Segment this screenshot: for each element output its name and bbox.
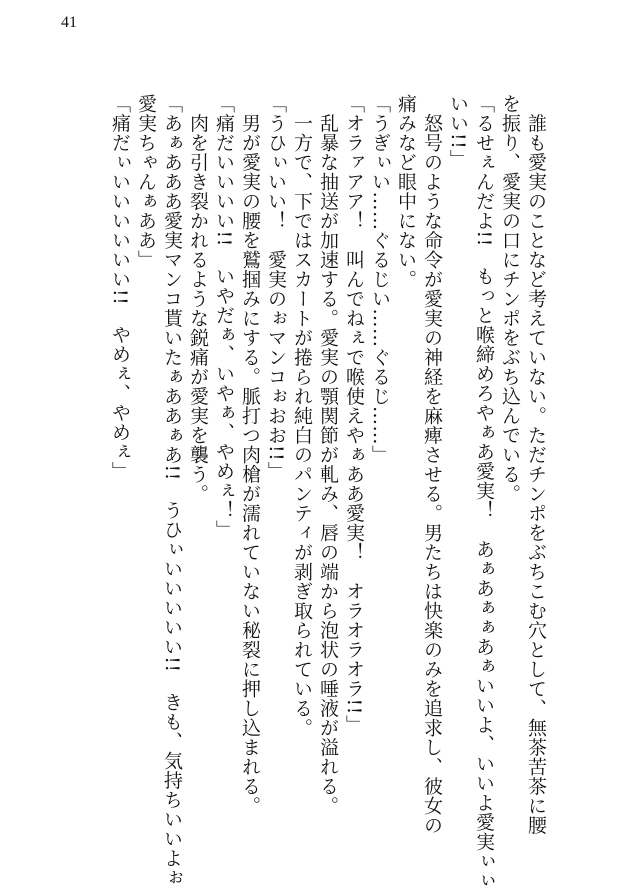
text-line: 一方で、下ではスカートが捲られ純白のパンティが剥ぎ取られている。 [291,94,313,738]
text-line: 「痛だぃいいいいいい!! やめぇ、やめぇ」 [109,94,131,481]
text-line: を振り、愛実の口にチンポをぶち込んでいる。 [499,94,521,504]
text-line: 「オラァアア！ 叫んでねぇで喉使えやぁああ愛実！ オラオラオラ!!」 [343,94,365,735]
text-line: 「痛だいいいい!! いやだぁ、いやぁ、やめぇ！」 [213,94,235,540]
page-number: 41 [61,14,77,31]
text-line: 男が愛実の腰を鷲掴みにする。脈打つ肉槍が濡れていない秘裂に押し込まれる。 [239,94,261,816]
text-line: 怒号のような命令が愛実の神経を麻痺させる。男たちは快楽のみを追求し、彼女の [421,94,443,835]
text-line: 誰も愛実のことなど考えていない。ただチンポをぶちこむ穴として、無茶苦茶に腰 [525,94,547,835]
text-line: 「あぁあああ愛実マンコ貰いたぁああぁあ!! うひぃいいいいい!! きも、気持ちいいよぉ [161,94,183,888]
text-line: 「るせぇんだよ!! もっと喉締めろやぁあ愛実！ あぁあぁぁあぁいいよ、いいよ愛実ぃぃ [473,94,495,890]
text-line: 肉を引き裂かれるような鋭痛が愛実を襲う。 [187,94,209,504]
text-line: 乱暴な抽送が加速する。愛実の顎関節が軋み、唇の端から泡状の唾液が溢れる。 [317,94,339,816]
text-line: 痛みなど眼中にない。 [395,94,417,289]
text-line: 「うぎぃい……ぐるじい……ぐるじ……」 [369,94,391,465]
text-line: 愛実ちゃんぁああ」 [135,94,157,270]
text-line: 「うひぃいい！ 愛実のぉマンコぉおお!!」 [265,94,287,481]
text-line: いい!!」 [447,94,469,169]
novel-text-body [107,94,549,890]
